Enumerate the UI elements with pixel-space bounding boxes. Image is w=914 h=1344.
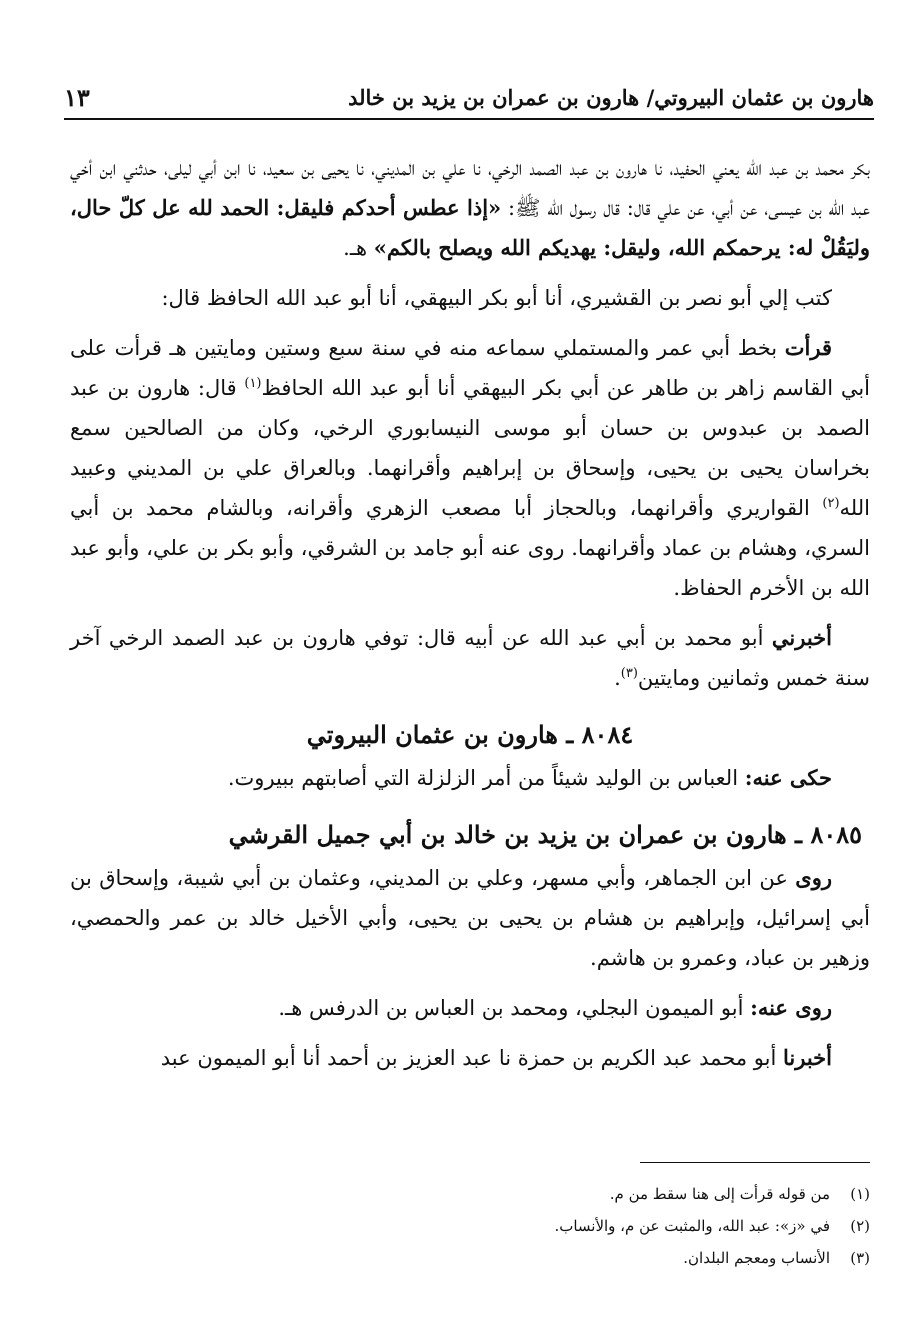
paragraph-isnad: كتب إلي أبو نصر بن القشيري، أنا أبو بكر البيهقي، أنا أبو عبد الله الحافظ قال: bbox=[161, 286, 832, 310]
entry-8084-text bbox=[70, 758, 870, 798]
footnote-ref-2[interactable]: (٢) bbox=[822, 496, 840, 511]
lead-word: روى عنه: bbox=[750, 995, 832, 1020]
footnote-2 bbox=[70, 1210, 870, 1242]
footnote-1 bbox=[70, 1178, 870, 1210]
lead-word: أخبرني bbox=[771, 625, 832, 650]
footnote-divider bbox=[640, 1162, 870, 1163]
paragraph-end: هـ. bbox=[343, 236, 374, 260]
paragraph-text: بخط أبي عمر والمستملي سماعه منه في سنة سبع وستين ومايتين هـ قرأت على أبي القاسم زاهر بن طاهر عن أبي بكر البيهقي أنا أبو عبد الله الحافظ bbox=[70, 336, 870, 400]
footnote-ref-3[interactable]: (٣) bbox=[620, 666, 638, 681]
paragraph-text: العباس بن الوليد شيئاً من أمر الزلزلة التي أصابتهم ببيروت. bbox=[227, 766, 745, 790]
running-head: هارون بن عثمان البيروتي/ هارون بن عمران بن يزيد بن خالد bbox=[348, 85, 874, 110]
lead-word: حكى عنه: bbox=[744, 765, 832, 790]
hadith-text: «إذا عطس أحدكم فليقل: الحمد لله عل كلّ حال، وليَقُلْ له: يرحمكم الله، وليقل: يهديكم الله ويصلح بالكم» bbox=[70, 195, 870, 260]
paragraph-biography bbox=[70, 328, 870, 608]
paragraph-text: القواريري وأقرانهما، وبالحجاز أبا مصعب الزهري وأقرانه، وبالشام محمد بن أبي السري، وهشام بن عماد وأقرانهما. روى عنه أبو جامد بن الشرقي، وأبو بكر بن علي، وأبو عبد الله بن الأخرم الحفاظ. bbox=[70, 496, 870, 600]
footnote-3 bbox=[70, 1242, 870, 1274]
lead-word: قرأت bbox=[784, 335, 832, 360]
entry-8085-narrated-by bbox=[70, 988, 870, 1028]
paragraph-text: أبو الميمون البجلي، ومحمد بن العباس بن الدرفس هـ. bbox=[278, 996, 751, 1020]
lead-word: روى bbox=[795, 865, 832, 890]
paragraph-hadith-chain bbox=[70, 148, 870, 268]
paragraph-end: . bbox=[614, 666, 621, 690]
paragraph-death-date bbox=[70, 618, 870, 698]
page-header bbox=[64, 78, 874, 120]
entry-8085-narrated-from bbox=[70, 858, 870, 978]
footnote-number: (٣) bbox=[850, 1249, 870, 1267]
footnote-text: في «ز»: عبد الله، والمثبت عن م، والأنساب. bbox=[554, 1217, 830, 1235]
entry-8085-isnad bbox=[70, 1038, 870, 1078]
paragraph-text: أبو محمد بن أبي عبد الله عن أبيه قال: توفي هارون بن عبد الصمد الرخي آخر سنة خمس وثمانين ومايتين bbox=[70, 626, 870, 690]
paragraph-text: قال: هارون بن عبد الصمد بن عبدوس بن حسان أبو موسى النيسابوري الرخي، وكان من الصالحين سمع بخراسان يحيى بن يحيى، وإسحاق بن إبراهيم وأقرانهما. وبالعراق علي بن المديني وعبيد الله bbox=[70, 376, 870, 520]
footnotes bbox=[70, 1178, 870, 1274]
paragraph-text: عن ابن الجماهر، وأبي مسهر، وعلي بن المديني، وعثمان بن أبي شيبة، وإسحاق بن أبي إسرائيل، وإبراهيم بن هشام بن يحيى بن يحيى، وأبي الأخيل خالد بن عمر والحمصي، وزهير بن عباد، وعمرو بن هاشم. bbox=[70, 866, 870, 970]
footnote-text: من قوله قرأت إلى هنا سقط من م. bbox=[609, 1185, 830, 1203]
page-number: ١٣ bbox=[64, 83, 90, 112]
footnote-text: الأنساب ومعجم البلدان. bbox=[683, 1249, 830, 1267]
footnote-ref-1[interactable]: (١) bbox=[244, 376, 262, 391]
paragraph-text: أبو محمد عبد الكريم بن حمزة نا عبد العزيز بن أحمد أنا أبو الميمون عبد bbox=[160, 1046, 784, 1070]
footnote-number: (٢) bbox=[850, 1217, 870, 1235]
footnote-number: (١) bbox=[850, 1185, 870, 1203]
paragraph-text: بكر محمد بن عبد الله يعني الحفيد، نا هارون بن عبد الصمد الرخي، نا علي بن المديني، نا يحيى بن سعيد، نا ابن أبي ليلى، حدثني ابن أخي عبد الله بن عيسى، عن أبي، عن علي قال: قال رسول الله ﷺ: bbox=[70, 156, 870, 220]
lead-word: أخبرنا bbox=[783, 1045, 832, 1070]
main-text bbox=[70, 148, 870, 1078]
entry-heading-8085: ٨٠٨٥ ـ هارون بن عمران بن يزيد بن خالد بن أبي جميل القرشي bbox=[228, 820, 862, 849]
entry-heading-8084: ٨٠٨٤ ـ هارون بن عثمان البيروتي bbox=[306, 720, 634, 749]
